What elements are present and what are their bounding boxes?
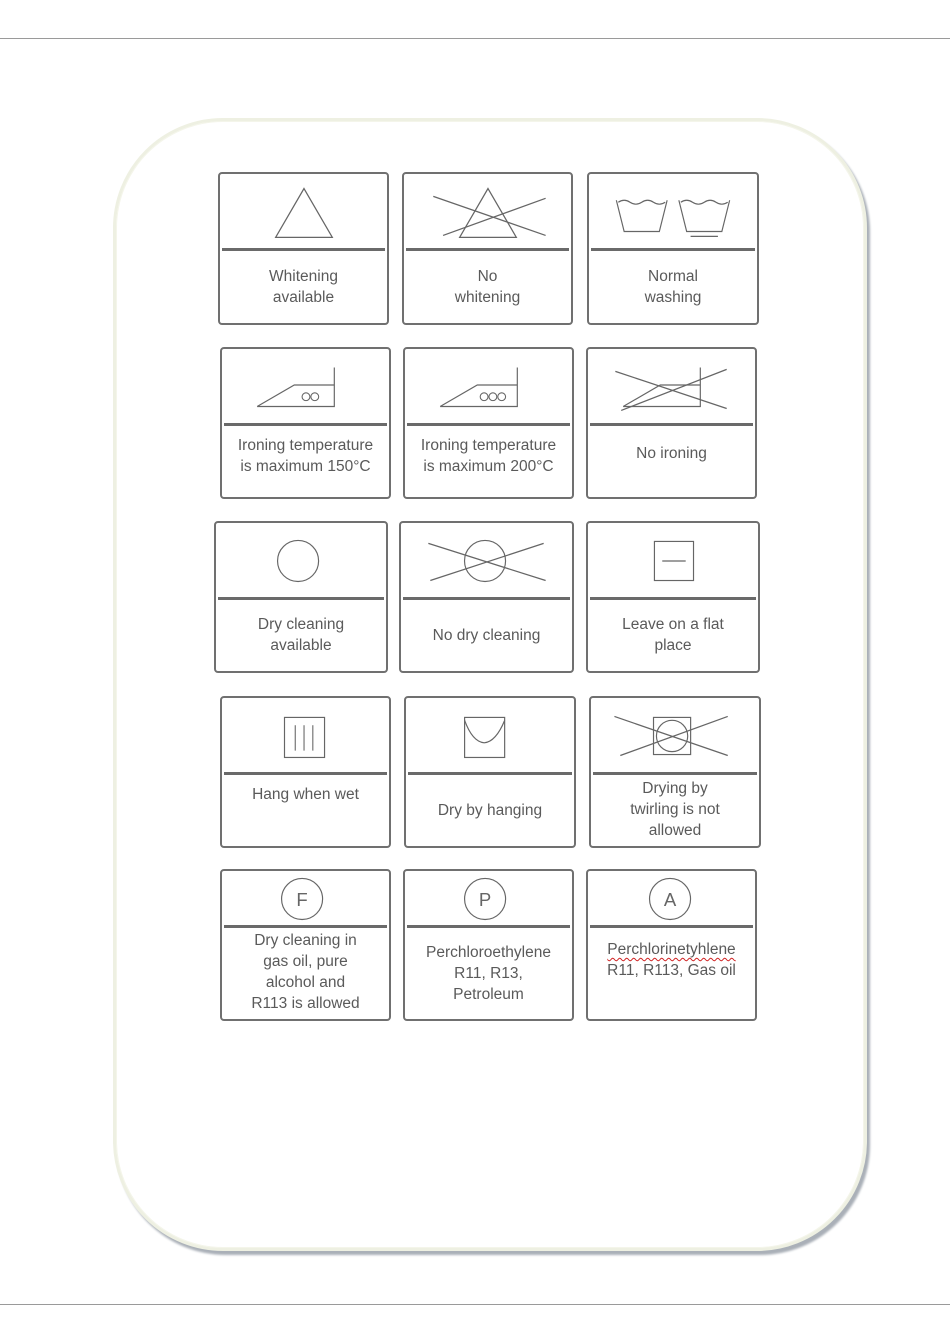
symbol-card-flat-dry bbox=[586, 521, 760, 673]
card-divider bbox=[593, 772, 757, 775]
circle-a-icon bbox=[588, 871, 755, 925]
iron-crossed-icon bbox=[588, 349, 755, 423]
card-divider bbox=[590, 597, 756, 600]
symbol-label: Drying by twirling is not allowed bbox=[630, 779, 720, 839]
iron-three-dots-icon bbox=[405, 349, 572, 423]
symbol-label: No dry cleaning bbox=[432, 626, 541, 644]
card-divider bbox=[407, 423, 570, 426]
card-divider bbox=[218, 597, 384, 600]
symbol-label: Perchloroethylene R11, R13, Petroleum bbox=[426, 943, 551, 1003]
symbol-label: Leave on a flat place bbox=[622, 616, 724, 654]
card-divider bbox=[403, 597, 570, 600]
card-divider bbox=[408, 772, 572, 775]
svg-text:F: F bbox=[296, 888, 308, 910]
svg-text:A: A bbox=[663, 888, 677, 910]
card-divider bbox=[224, 772, 387, 775]
card-divider bbox=[407, 925, 570, 928]
symbol-card-dry-cleaning-p bbox=[403, 869, 574, 1021]
svg-text:P: P bbox=[478, 888, 492, 910]
symbol-card-dry-cleaning-a bbox=[586, 869, 757, 1021]
card-divider bbox=[406, 248, 569, 251]
triangle-crossed-icon bbox=[404, 174, 571, 248]
card-divider bbox=[224, 925, 387, 928]
drip-dry-icon bbox=[222, 698, 389, 772]
symbol-card-ironing-200 bbox=[403, 347, 574, 499]
circle-icon bbox=[216, 523, 386, 597]
symbol-label bbox=[592, 929, 751, 1015]
symbol-card-dry-cleaning-available bbox=[214, 521, 388, 673]
card-divider bbox=[591, 248, 755, 251]
symbol-card-normal-washing bbox=[587, 172, 759, 325]
card-divider bbox=[224, 423, 387, 426]
symbol-label: Whitening available bbox=[269, 267, 338, 306]
circle-crossed-icon bbox=[401, 523, 572, 597]
symbol-label: Ironing temperature is maximum 150°C bbox=[237, 437, 374, 475]
symbol-label-line1: Perchlorinetyhlene bbox=[607, 941, 736, 958]
flat-dry-icon bbox=[588, 523, 758, 597]
symbol-label: No ironing bbox=[636, 445, 707, 462]
symbol-label: Hang when wet bbox=[252, 786, 359, 803]
symbol-card-dry-cleaning-f bbox=[220, 869, 391, 1021]
card-divider bbox=[590, 925, 753, 928]
symbol-card-ironing-150 bbox=[220, 347, 391, 499]
symbol-card-no-tumble-dry bbox=[589, 696, 761, 848]
triangle-icon bbox=[220, 174, 387, 248]
symbol-card-no-ironing bbox=[586, 347, 757, 499]
wash-tub-icon bbox=[589, 174, 757, 248]
footer-rule bbox=[0, 1304, 950, 1305]
symbol-label: Normal washing bbox=[644, 267, 702, 306]
symbol-label-line2: R11, R113, Gas oil bbox=[607, 962, 736, 979]
card-divider bbox=[222, 248, 385, 251]
symbol-card-hang-when-wet bbox=[220, 696, 391, 848]
tumble-dry-crossed-icon bbox=[591, 698, 759, 772]
symbol-card-dry-by-hanging bbox=[404, 696, 576, 848]
header-rule bbox=[0, 38, 950, 39]
circle-p-icon bbox=[405, 871, 572, 925]
symbol-label: Dry cleaning in gas oil, pure alcohol and R113 is allowed bbox=[251, 932, 360, 1012]
iron-two-dots-icon bbox=[222, 349, 389, 423]
symbol-card-no-whitening bbox=[402, 172, 573, 325]
symbol-label: Dry cleaning available bbox=[257, 616, 345, 654]
symbol-label: Dry by hanging bbox=[437, 801, 543, 819]
symbol-label: No whitening bbox=[454, 267, 521, 306]
symbol-card-whitening-available bbox=[218, 172, 389, 325]
line-dry-icon bbox=[406, 698, 574, 772]
symbol-card-no-dry-cleaning bbox=[399, 521, 574, 673]
circle-f-icon bbox=[222, 871, 389, 925]
card-divider bbox=[590, 423, 753, 426]
symbol-label: Ironing temperature is maximum 200°C bbox=[420, 437, 557, 475]
